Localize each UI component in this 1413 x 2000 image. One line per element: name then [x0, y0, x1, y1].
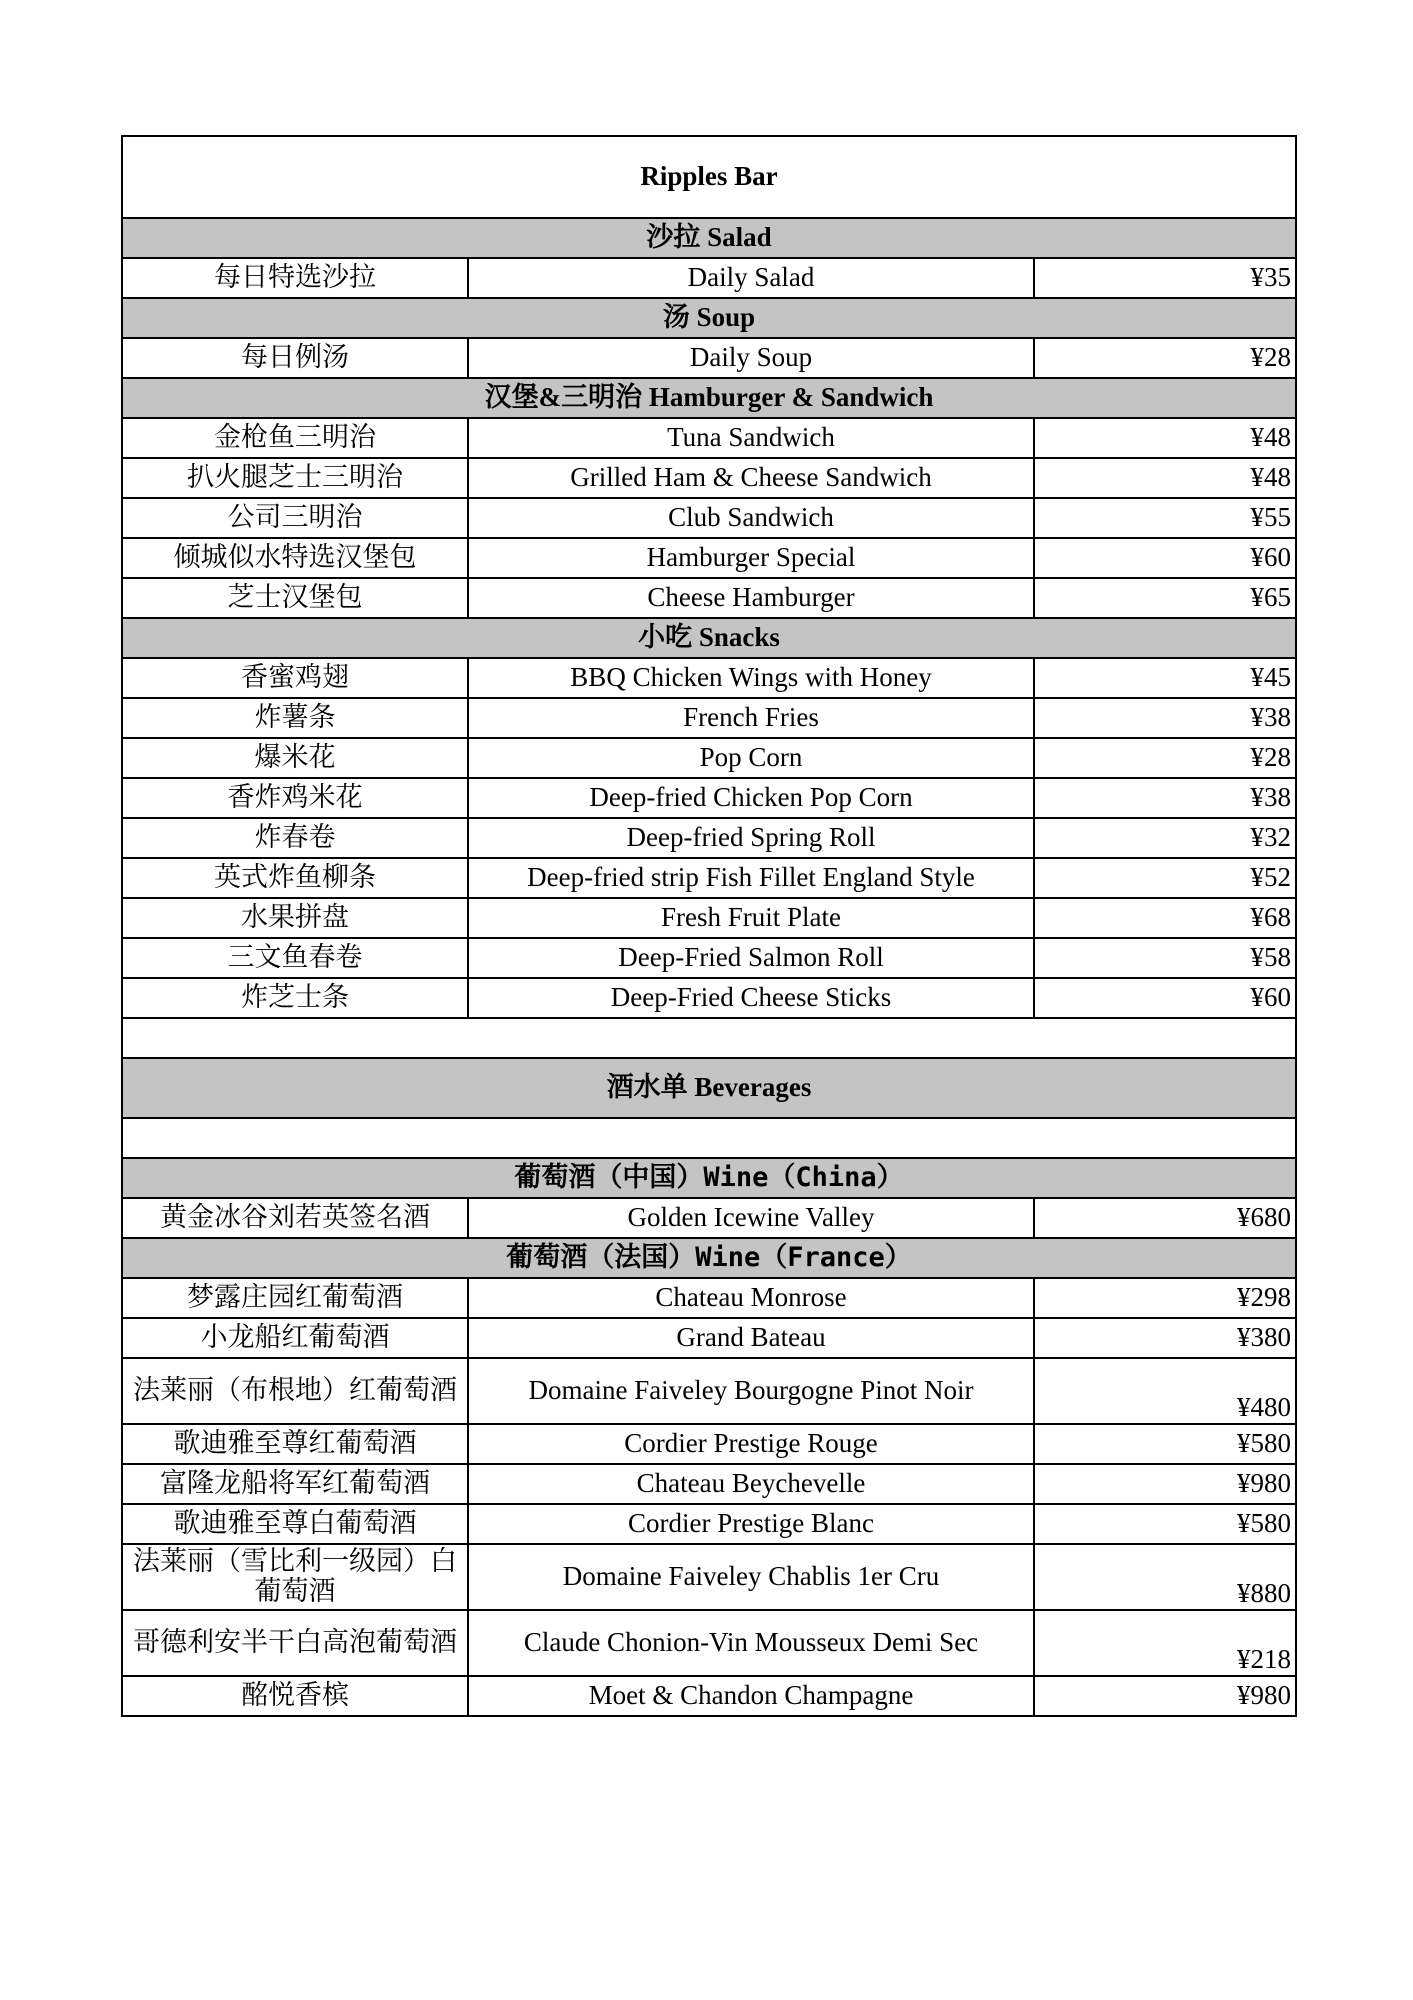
menu-item-row [122, 1358, 1296, 1424]
item-english-name: BBQ Chicken Wings with Honey [468, 658, 1034, 698]
item-english-name: Deep-fried Chicken Pop Corn [468, 778, 1034, 818]
item-english-name: Deep-fried strip Fish Fillet England Style [468, 858, 1034, 898]
item-english-name: Claude Chonion-Vin Mousseux Demi Sec [468, 1610, 1034, 1676]
menu-item-row [122, 778, 1296, 818]
section-header-row [122, 378, 1296, 418]
item-price: ¥480 [1034, 1358, 1296, 1424]
item-price: ¥52 [1034, 858, 1296, 898]
item-chinese-name: 三文鱼春卷 [122, 938, 468, 978]
item-english-name: Chateau Beychevelle [468, 1464, 1034, 1504]
section-header-row [122, 218, 1296, 258]
item-price: ¥38 [1034, 778, 1296, 818]
menu-item-row [122, 1278, 1296, 1318]
item-price: ¥48 [1034, 458, 1296, 498]
menu-item-row [122, 458, 1296, 498]
item-price: ¥380 [1034, 1318, 1296, 1358]
section-header-row [122, 298, 1296, 338]
item-english-name: Domaine Faiveley Bourgogne Pinot Noir [468, 1358, 1034, 1424]
item-price: ¥28 [1034, 338, 1296, 378]
menu-item-row [122, 1424, 1296, 1464]
menu-item-row [122, 258, 1296, 298]
item-english-name: Moet & Chandon Champagne [468, 1676, 1034, 1716]
item-english-name: Golden Icewine Valley [468, 1198, 1034, 1238]
menu-item-row [122, 338, 1296, 378]
section-header-row [122, 1238, 1296, 1278]
item-price: ¥58 [1034, 938, 1296, 978]
item-chinese-name: 炸春卷 [122, 818, 468, 858]
item-price: ¥35 [1034, 258, 1296, 298]
item-chinese-name: 黄金冰谷刘若英签名酒 [122, 1198, 468, 1238]
section-header: 葡萄酒（中国）Wine（China） [122, 1158, 1296, 1198]
item-price: ¥60 [1034, 978, 1296, 1018]
item-english-name: French Fries [468, 698, 1034, 738]
menu-item-row [122, 578, 1296, 618]
item-chinese-name: 哥德利安半干白高泡葡萄酒 [122, 1610, 468, 1676]
menu-table [121, 135, 1297, 1717]
item-chinese-name: 法莱丽（布根地）红葡萄酒 [122, 1358, 468, 1424]
item-english-name: Club Sandwich [468, 498, 1034, 538]
item-chinese-name: 每日特选沙拉 [122, 258, 468, 298]
item-english-name: Deep-Fried Cheese Sticks [468, 978, 1034, 1018]
section-header: 小吃 Snacks [122, 618, 1296, 658]
item-price: ¥980 [1034, 1676, 1296, 1716]
item-chinese-name: 爆米花 [122, 738, 468, 778]
item-price: ¥68 [1034, 898, 1296, 938]
menu-item-row [122, 1464, 1296, 1504]
item-english-name: Grand Bateau [468, 1318, 1034, 1358]
menu-item-row [122, 418, 1296, 458]
item-chinese-name: 歌迪雅至尊红葡萄酒 [122, 1424, 468, 1464]
menu-item-row [122, 858, 1296, 898]
item-english-name: Domaine Faiveley Chablis 1er Cru [468, 1544, 1034, 1610]
item-chinese-name: 水果拼盘 [122, 898, 468, 938]
item-chinese-name: 香蜜鸡翅 [122, 658, 468, 698]
item-price: ¥28 [1034, 738, 1296, 778]
section-header-row [122, 618, 1296, 658]
spacer-cell [122, 1118, 1296, 1158]
item-price: ¥680 [1034, 1198, 1296, 1238]
item-chinese-name: 倾城似水特选汉堡包 [122, 538, 468, 578]
item-chinese-name: 芝士汉堡包 [122, 578, 468, 618]
item-chinese-name: 英式炸鱼柳条 [122, 858, 468, 898]
item-chinese-name: 梦露庄园红葡萄酒 [122, 1278, 468, 1318]
menu-item-row [122, 818, 1296, 858]
item-chinese-name: 炸芝士条 [122, 978, 468, 1018]
item-price: ¥32 [1034, 818, 1296, 858]
item-chinese-name: 小龙船红葡萄酒 [122, 1318, 468, 1358]
item-price: ¥580 [1034, 1424, 1296, 1464]
menu-item-row [122, 898, 1296, 938]
item-price: ¥880 [1034, 1544, 1296, 1610]
item-chinese-name: 酩悦香槟 [122, 1676, 468, 1716]
menu-item-row [122, 658, 1296, 698]
spacer-row [122, 1118, 1296, 1158]
item-price: ¥48 [1034, 418, 1296, 458]
item-chinese-name: 富隆龙船将军红葡萄酒 [122, 1464, 468, 1504]
menu-item-row [122, 698, 1296, 738]
menu-item-row [122, 1198, 1296, 1238]
item-english-name: Pop Corn [468, 738, 1034, 778]
item-english-name: Cheese Hamburger [468, 578, 1034, 618]
item-price: ¥218 [1034, 1610, 1296, 1676]
item-chinese-name: 每日例汤 [122, 338, 468, 378]
item-price: ¥580 [1034, 1504, 1296, 1544]
menu-item-row [122, 1318, 1296, 1358]
item-chinese-name: 香炸鸡米花 [122, 778, 468, 818]
item-english-name: Cordier Prestige Blanc [468, 1504, 1034, 1544]
menu-item-row [122, 938, 1296, 978]
menu-title: Ripples Bar [122, 136, 1296, 218]
item-price: ¥55 [1034, 498, 1296, 538]
item-price: ¥65 [1034, 578, 1296, 618]
spacer-cell [122, 1018, 1296, 1058]
item-chinese-name: 炸薯条 [122, 698, 468, 738]
item-english-name: Chateau Monrose [468, 1278, 1034, 1318]
title-row [122, 136, 1296, 218]
section-header: 汤 Soup [122, 298, 1296, 338]
item-price: ¥60 [1034, 538, 1296, 578]
section-header-row [122, 1158, 1296, 1198]
menu-item-row [122, 1544, 1296, 1610]
spacer-row [122, 1018, 1296, 1058]
item-price: ¥45 [1034, 658, 1296, 698]
beverages-header-row [122, 1058, 1296, 1118]
item-chinese-name: 金枪鱼三明治 [122, 418, 468, 458]
menu-item-row [122, 738, 1296, 778]
menu-item-row [122, 498, 1296, 538]
section-header: 葡萄酒（法国）Wine（France） [122, 1238, 1296, 1278]
item-english-name: Grilled Ham & Cheese Sandwich [468, 458, 1034, 498]
item-price: ¥980 [1034, 1464, 1296, 1504]
section-header: 酒水单 Beverages [122, 1058, 1296, 1118]
item-english-name: Hamburger Special [468, 538, 1034, 578]
section-header: 沙拉 Salad [122, 218, 1296, 258]
item-chinese-name: 扒火腿芝士三明治 [122, 458, 468, 498]
item-english-name: Fresh Fruit Plate [468, 898, 1034, 938]
menu-item-row [122, 1676, 1296, 1716]
menu-item-row [122, 538, 1296, 578]
item-english-name: Deep-Fried Salmon Roll [468, 938, 1034, 978]
menu-item-row [122, 978, 1296, 1018]
item-price: ¥38 [1034, 698, 1296, 738]
menu-item-row [122, 1610, 1296, 1676]
menu-item-row [122, 1504, 1296, 1544]
item-english-name: Daily Soup [468, 338, 1034, 378]
item-english-name: Cordier Prestige Rouge [468, 1424, 1034, 1464]
section-header: 汉堡&三明治 Hamburger & Sandwich [122, 378, 1296, 418]
item-english-name: Deep-fried Spring Roll [468, 818, 1034, 858]
item-english-name: Daily Salad [468, 258, 1034, 298]
item-english-name: Tuna Sandwich [468, 418, 1034, 458]
item-price: ¥298 [1034, 1278, 1296, 1318]
item-chinese-name: 公司三明治 [122, 498, 468, 538]
item-chinese-name: 法莱丽（雪比利一级园）白葡萄酒 [122, 1544, 468, 1610]
item-chinese-name: 歌迪雅至尊白葡萄酒 [122, 1504, 468, 1544]
